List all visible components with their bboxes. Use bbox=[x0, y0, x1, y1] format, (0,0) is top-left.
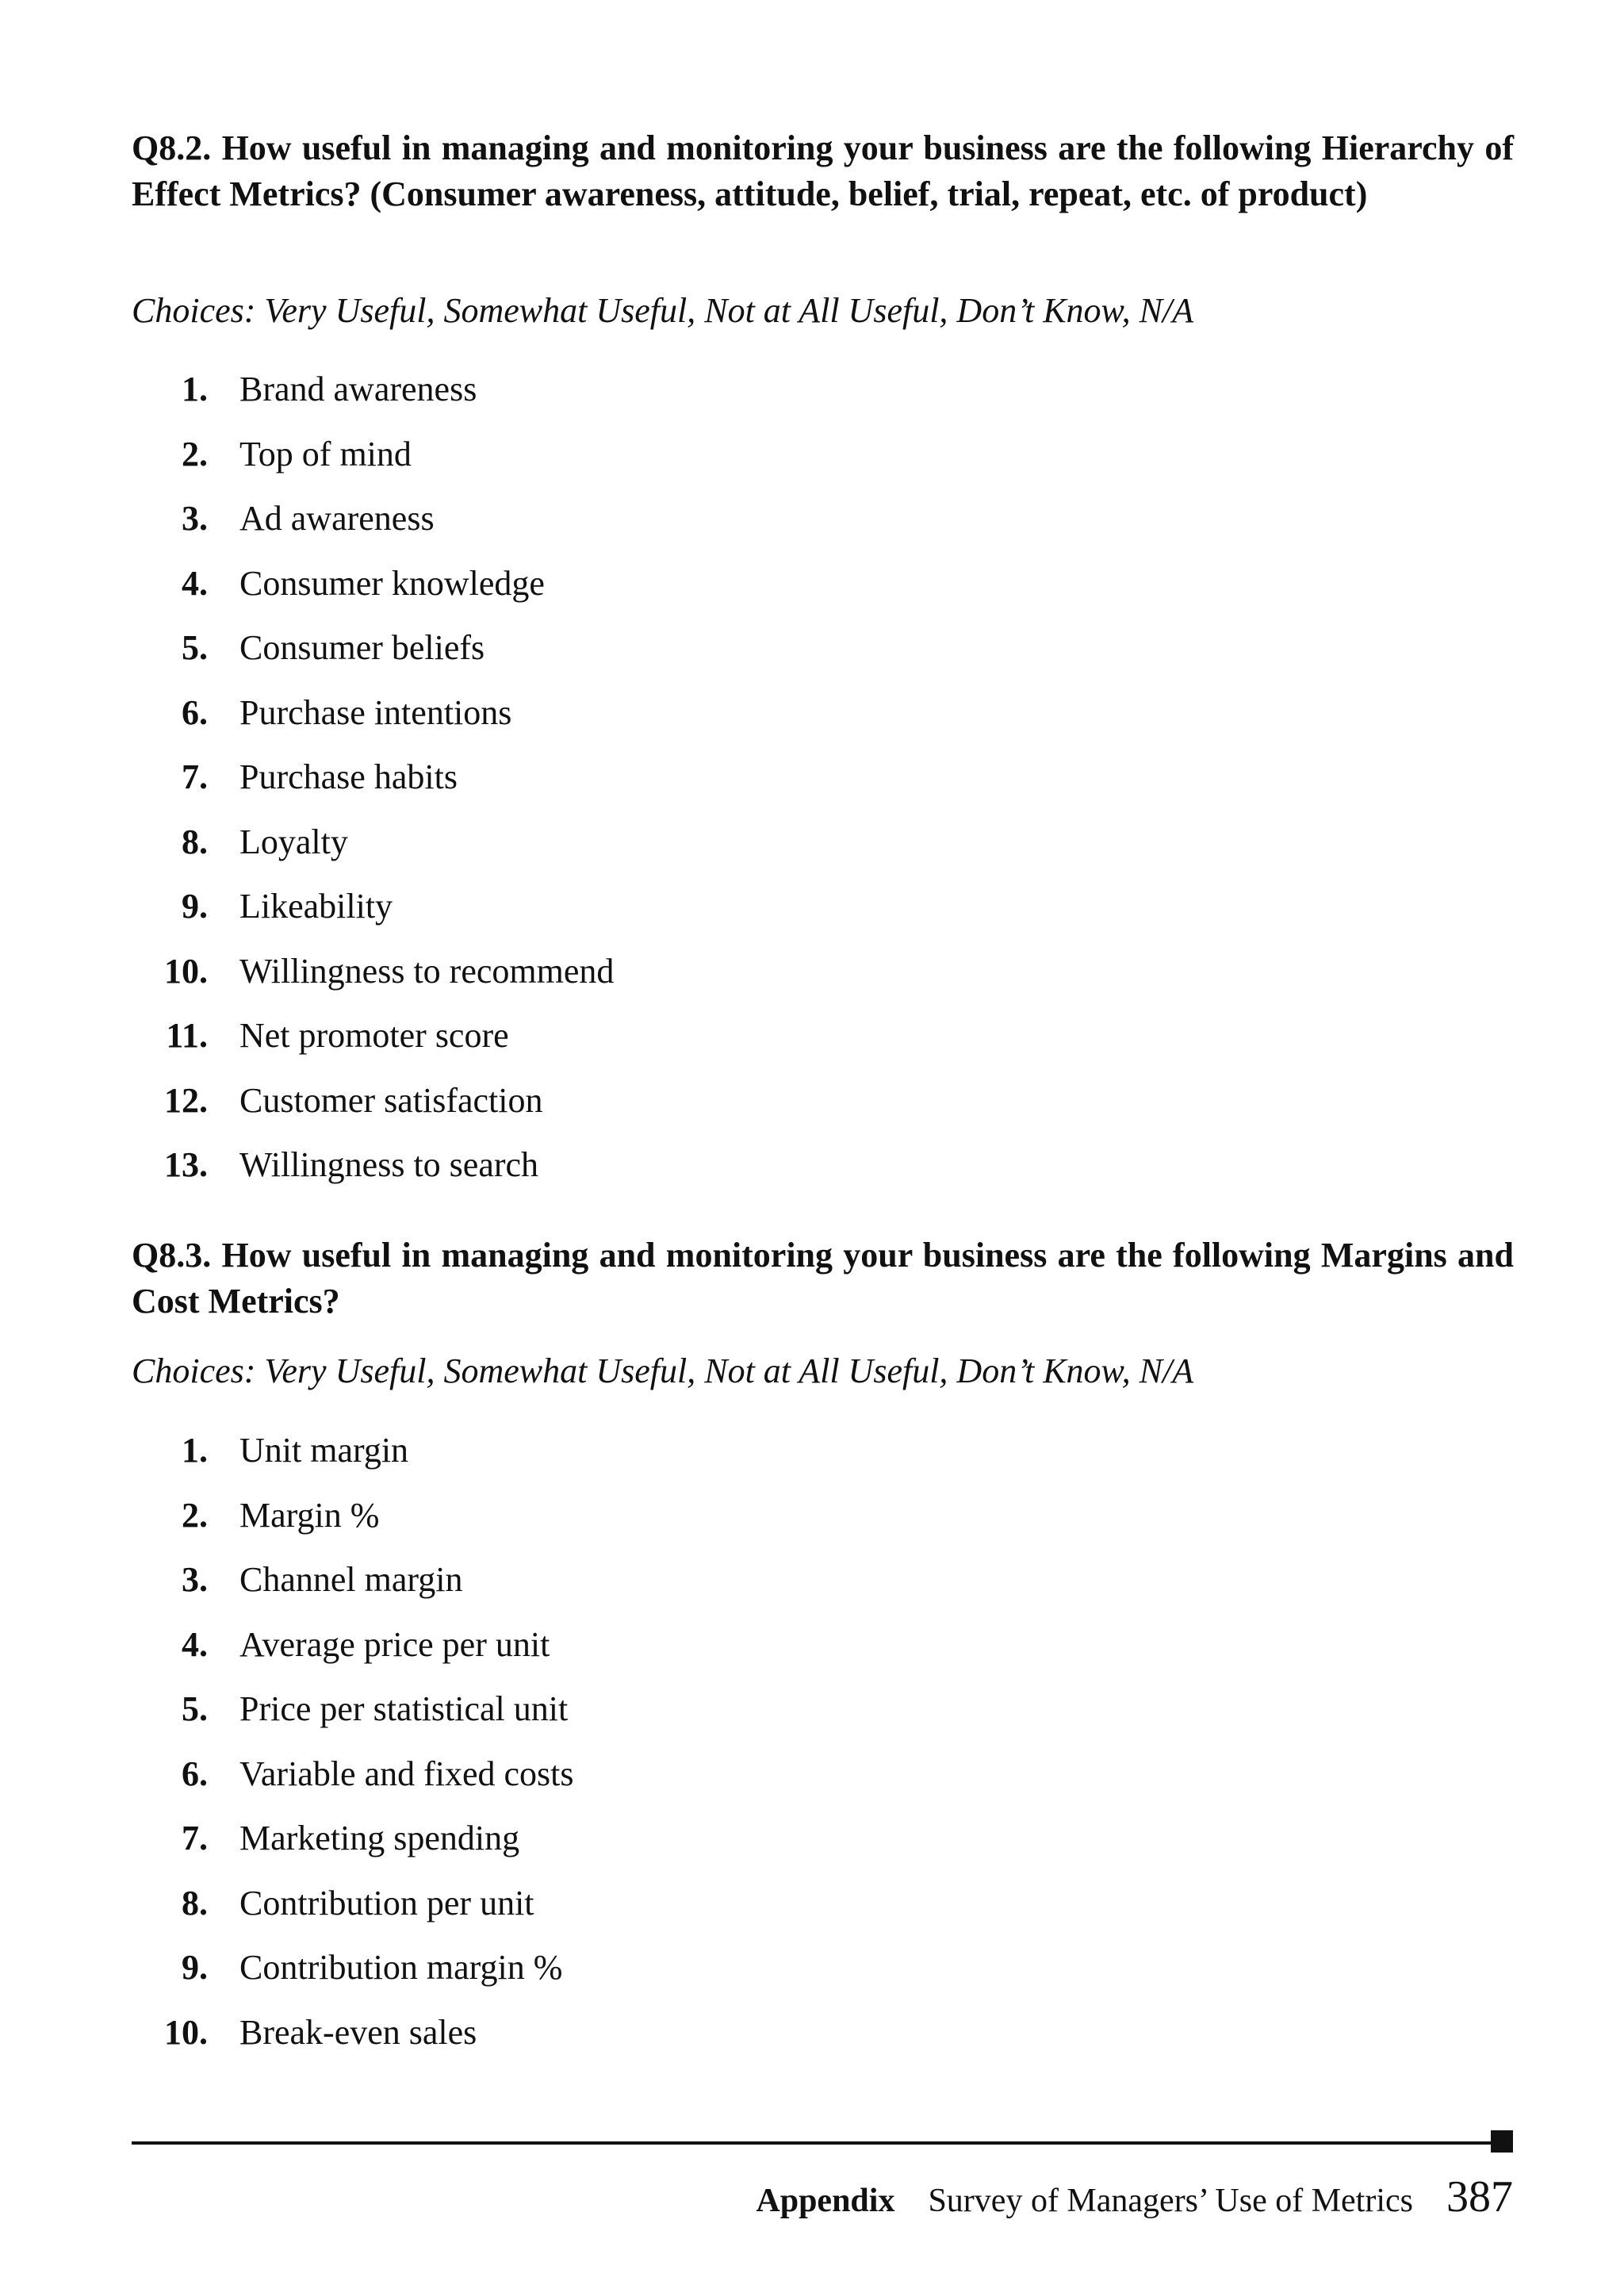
list-item bbox=[132, 949, 1514, 1014]
list-item bbox=[132, 625, 1514, 690]
list-item-label: Break-even sales bbox=[239, 2012, 477, 2052]
question-q8-2-list bbox=[132, 366, 1514, 1207]
list-item-label: Purchase intentions bbox=[239, 692, 512, 732]
list-item bbox=[132, 496, 1514, 561]
list-item-number: 6. bbox=[182, 692, 208, 732]
list-item-number: 4. bbox=[182, 1624, 208, 1664]
list-item bbox=[132, 1013, 1514, 1078]
list-item-label: Variable and fixed costs bbox=[239, 1754, 574, 1793]
list-item-label: Average price per unit bbox=[239, 1624, 550, 1664]
question-q8-3-list bbox=[132, 1428, 1514, 2074]
list-item bbox=[132, 819, 1514, 884]
question-q8-2-heading: Q8.2. How useful in managing and monitoring your business are the following Hierarchy of Effect Metrics? (Consumer awareness, attitude, belief, trial, repeat, etc. of product) bbox=[132, 128, 1514, 213]
list-item-label: Contribution per unit bbox=[239, 1883, 534, 1923]
list-item-number: 5. bbox=[182, 628, 208, 667]
list-item bbox=[132, 690, 1514, 755]
list-item bbox=[132, 1428, 1514, 1493]
list-item-number: 2. bbox=[182, 1495, 208, 1535]
list-item bbox=[132, 366, 1514, 431]
list-item-number: 7. bbox=[182, 757, 208, 796]
question-q8-2-choices: Choices: Very Useful, Somewhat Useful, Not at All Useful, Don’t Know, N/A bbox=[132, 291, 1194, 330]
list-item-number: 9. bbox=[182, 1948, 208, 1987]
list-item-label: Ad awareness bbox=[239, 499, 435, 538]
footer-rule bbox=[132, 2141, 1496, 2145]
list-item-label: Willingness to search bbox=[239, 1145, 539, 1184]
list-item-label: Margin % bbox=[239, 1495, 380, 1535]
list-item-label: Customer satisfaction bbox=[239, 1080, 543, 1120]
list-item bbox=[132, 1945, 1514, 2010]
list-item-number: 5. bbox=[182, 1689, 208, 1728]
list-item bbox=[132, 1078, 1514, 1143]
list-item-number: 1. bbox=[182, 370, 208, 408]
list-item-number: 10. bbox=[164, 2012, 208, 2052]
page-number: 387 bbox=[1446, 2172, 1513, 2222]
list-item-number: 11. bbox=[166, 1016, 208, 1055]
footer-section: Appendix bbox=[756, 2183, 895, 2219]
list-item-number: 8. bbox=[182, 822, 208, 861]
list-item-label: Willingness to recommend bbox=[239, 951, 615, 991]
list-item-label: Top of mind bbox=[239, 434, 412, 473]
page-footer bbox=[756, 2173, 1513, 2225]
list-item-number: 9. bbox=[182, 887, 208, 926]
list-item-number: 12. bbox=[164, 1080, 208, 1120]
list-item-number: 4. bbox=[182, 563, 208, 603]
list-item-label: Purchase habits bbox=[239, 757, 458, 796]
list-item-number: 8. bbox=[182, 1883, 208, 1923]
question-q8-3-heading: Q8.3. How useful in managing and monitoring your business are the following Margins and Cost Metrics? bbox=[132, 1236, 1514, 1321]
list-item-label: Contribution margin % bbox=[239, 1948, 563, 1987]
list-item bbox=[132, 754, 1514, 819]
list-item bbox=[132, 1815, 1514, 1880]
list-item bbox=[132, 1142, 1514, 1207]
list-item bbox=[132, 2010, 1514, 2075]
list-item-number: 2. bbox=[182, 434, 208, 473]
list-item bbox=[132, 1880, 1514, 1946]
list-item bbox=[132, 431, 1514, 496]
list-item-number: 6. bbox=[182, 1754, 208, 1793]
list-item-label: Unit margin bbox=[239, 1431, 409, 1470]
list-item bbox=[132, 884, 1514, 949]
list-item bbox=[132, 561, 1514, 626]
list-item-label: Brand awareness bbox=[239, 370, 477, 408]
footer-rule-square bbox=[1491, 2130, 1513, 2153]
list-item bbox=[132, 1493, 1514, 1558]
list-item-label: Consumer beliefs bbox=[239, 628, 485, 667]
list-item-label: Net promoter score bbox=[239, 1016, 509, 1055]
list-item bbox=[132, 1686, 1514, 1751]
question-q8-3-choices: Choices: Very Useful, Somewhat Useful, Not at All Useful, Don’t Know, N/A bbox=[132, 1351, 1194, 1390]
footer-title: Survey of Managers’ Use of Metrics bbox=[928, 2183, 1413, 2219]
list-item-number: 1. bbox=[182, 1431, 208, 1470]
list-item bbox=[132, 1751, 1514, 1816]
list-item-number: 13. bbox=[164, 1145, 208, 1184]
list-item-number: 3. bbox=[182, 1560, 208, 1599]
list-item bbox=[132, 1622, 1514, 1687]
list-item-label: Marketing spending bbox=[239, 1819, 520, 1857]
list-item-label: Price per statistical unit bbox=[239, 1689, 569, 1728]
list-item bbox=[132, 1557, 1514, 1622]
list-item-number: 3. bbox=[182, 499, 208, 538]
list-item-number: 10. bbox=[164, 951, 208, 991]
list-item-label: Consumer knowledge bbox=[239, 563, 545, 603]
list-item-label: Loyalty bbox=[239, 822, 348, 861]
list-item-number: 7. bbox=[182, 1819, 208, 1857]
list-item-label: Likeability bbox=[239, 887, 393, 926]
list-item-label: Channel margin bbox=[239, 1560, 463, 1599]
